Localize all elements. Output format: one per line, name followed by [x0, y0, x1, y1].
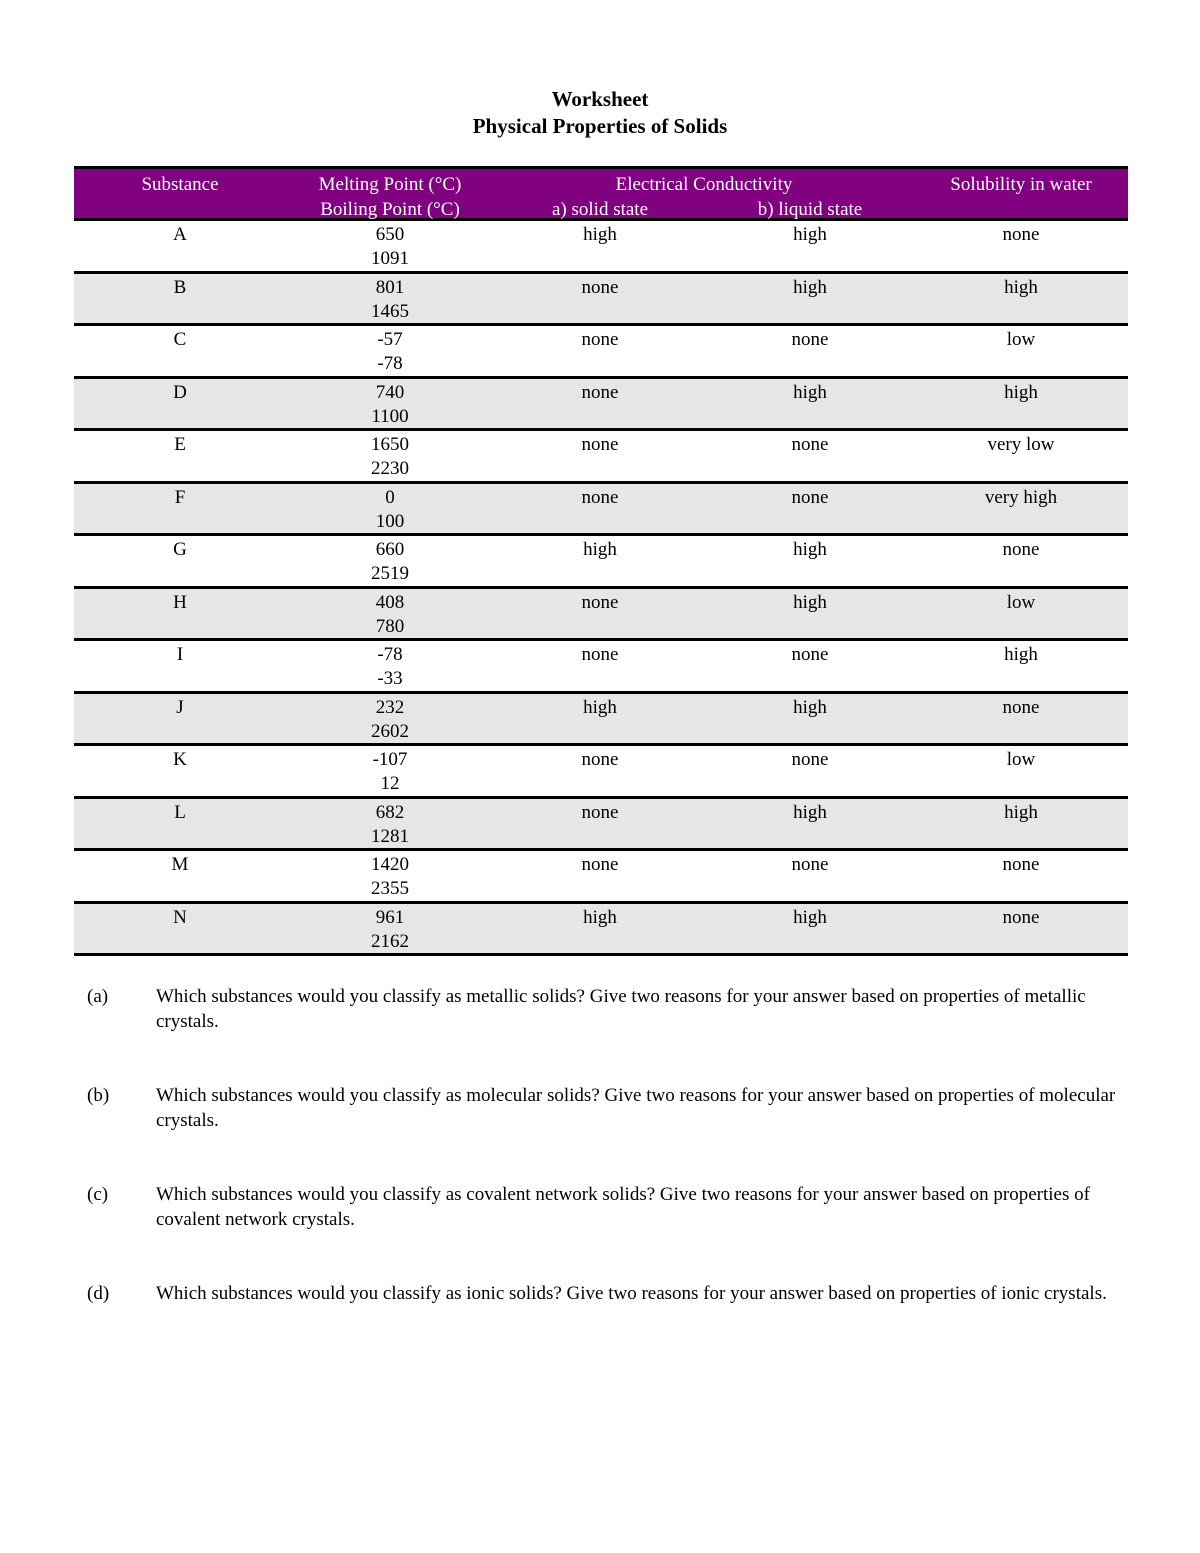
cell-boiling-point: 2162	[371, 930, 409, 952]
cell-solubility: high	[1004, 381, 1038, 403]
question-text: Which substances would you classify as ionic solids? Give two reasons for your answer based on properties of ionic crystals.	[156, 1283, 1107, 1304]
header-melting-point: Melting Point (°C)	[318, 174, 462, 195]
cell-melting-point: 0	[385, 486, 395, 508]
cell-substance: A	[173, 224, 187, 245]
table-body	[74, 221, 1128, 956]
question-text: Which substances would you classify as molecular solids? Give two reasons for your answer based on properties of molecular crystals.	[156, 1085, 1116, 1131]
table-row	[74, 851, 1128, 904]
cell-solubility: high	[1004, 276, 1038, 298]
table-row	[74, 799, 1128, 852]
cell-liquid-conductivity: high	[793, 224, 827, 245]
cell-solubility: high	[1004, 801, 1038, 823]
cell-boiling-point: 1465	[371, 300, 409, 322]
cell-liquid-conductivity: none	[791, 434, 829, 455]
cell-melting-point: 740	[375, 381, 405, 403]
cell-solubility: none	[1002, 539, 1040, 560]
cell-liquid-conductivity: none	[791, 644, 829, 665]
cell-solid-conductivity: none	[581, 591, 619, 613]
cell-boiling-point: 780	[375, 615, 405, 637]
cell-boiling-point: 2519	[371, 563, 409, 584]
table-row	[74, 694, 1128, 747]
cell-solid-conductivity: none	[581, 329, 619, 350]
table-row	[74, 431, 1128, 484]
question-text: Which substances would you classify as metallic solids? Give two reasons for your answer based on properties of metallic crystals.	[156, 986, 1086, 1032]
cell-liquid-conductivity: none	[791, 329, 829, 350]
cell-melting-point: 1650	[371, 434, 409, 455]
cell-liquid-conductivity: none	[791, 854, 829, 875]
header-liquid-state: b) liquid state	[757, 199, 863, 220]
cell-solid-conductivity: none	[581, 644, 619, 665]
cell-substance: B	[173, 276, 187, 298]
cell-boiling-point: -33	[377, 668, 403, 689]
cell-melting-point: 650	[375, 224, 405, 245]
cell-substance: N	[173, 906, 187, 928]
worksheet-title: Worksheet	[551, 87, 649, 111]
cell-substance: K	[173, 749, 187, 770]
table-row	[74, 326, 1128, 379]
cell-solubility: low	[1006, 591, 1036, 613]
cell-substance: F	[174, 486, 186, 508]
table-row	[74, 221, 1128, 274]
table-row	[74, 484, 1128, 537]
cell-solubility: none	[1002, 906, 1040, 928]
cell-solid-conductivity: high	[583, 539, 617, 560]
cell-boiling-point: 1100	[371, 405, 409, 427]
header-solubility: Solubility in water	[950, 174, 1092, 195]
cell-substance: J	[176, 696, 184, 718]
cell-liquid-conductivity: high	[793, 591, 827, 613]
cell-liquid-conductivity: high	[793, 539, 827, 560]
cell-boiling-point: 12	[380, 773, 400, 794]
cell-boiling-point: 100	[375, 510, 405, 532]
cell-melting-point: 1420	[371, 854, 409, 875]
properties-table	[74, 166, 1128, 956]
cell-solid-conductivity: none	[581, 434, 619, 455]
cell-solubility: low	[1006, 329, 1036, 350]
worksheet-subtitle: Physical Properties of Solids	[472, 114, 728, 138]
cell-solubility: low	[1006, 749, 1036, 770]
cell-melting-point: 232	[375, 696, 405, 718]
cell-liquid-conductivity: none	[791, 749, 829, 770]
header-boiling-point: Boiling Point (°C)	[320, 199, 460, 220]
cell-boiling-point: 2355	[371, 878, 409, 899]
cell-boiling-point: -78	[377, 353, 403, 374]
cell-melting-point: -78	[377, 644, 403, 665]
cell-substance: D	[173, 381, 187, 403]
cell-substance: I	[176, 644, 184, 665]
cell-solubility: none	[1002, 224, 1040, 245]
cell-substance: C	[173, 329, 187, 350]
cell-liquid-conductivity: none	[791, 486, 829, 508]
cell-boiling-point: 2230	[371, 458, 409, 479]
question-text: Which substances would you classify as covalent network solids? Give two reasons for your answer based on properties of covalent network crystals.	[156, 1184, 1090, 1230]
table-row	[74, 746, 1128, 799]
header-conductivity: Electrical Conductivity	[615, 174, 793, 195]
table-row	[74, 274, 1128, 327]
cell-melting-point: 961	[375, 906, 405, 928]
cell-solid-conductivity: none	[581, 801, 619, 823]
table-header	[74, 166, 1128, 221]
cell-solid-conductivity: none	[581, 486, 619, 508]
cell-substance: E	[174, 434, 186, 455]
question-label: (a)	[87, 986, 109, 1007]
header-solid-state: a) solid state	[551, 199, 649, 220]
cell-solubility: none	[1002, 696, 1040, 718]
question-label: (d)	[87, 1283, 110, 1304]
cell-solubility: very high	[984, 486, 1058, 508]
cell-solid-conductivity: high	[583, 224, 617, 245]
cell-solid-conductivity: none	[581, 854, 619, 875]
cell-solid-conductivity: none	[581, 276, 619, 298]
cell-boiling-point: 2602	[371, 720, 409, 742]
cell-melting-point: 408	[375, 591, 405, 613]
cell-liquid-conductivity: high	[793, 801, 827, 823]
cell-melting-point: -107	[372, 749, 408, 770]
cell-substance: G	[173, 539, 187, 560]
cell-boiling-point: 1091	[371, 248, 409, 269]
cell-substance: M	[171, 854, 189, 875]
cell-liquid-conductivity: high	[793, 276, 827, 298]
table-row	[74, 379, 1128, 432]
cell-liquid-conductivity: high	[793, 906, 827, 928]
cell-liquid-conductivity: high	[793, 381, 827, 403]
cell-solid-conductivity: high	[583, 696, 617, 718]
cell-melting-point: 660	[375, 539, 405, 560]
cell-liquid-conductivity: high	[793, 696, 827, 718]
cell-boiling-point: 1281	[371, 825, 409, 847]
cell-melting-point: 801	[375, 276, 405, 298]
cell-solid-conductivity: high	[583, 906, 617, 928]
cell-solid-conductivity: none	[581, 749, 619, 770]
table-row	[74, 536, 1128, 589]
cell-substance: H	[173, 591, 187, 613]
cell-solubility: none	[1002, 854, 1040, 875]
question-label: (c)	[87, 1184, 109, 1205]
question-label: (b)	[87, 1085, 110, 1106]
cell-melting-point: -57	[377, 329, 403, 350]
table-row	[74, 641, 1128, 694]
header-substance: Substance	[141, 174, 219, 195]
cell-melting-point: 682	[375, 801, 405, 823]
table-row	[74, 589, 1128, 642]
table-row	[74, 904, 1128, 957]
cell-substance: L	[174, 801, 186, 823]
cell-solubility: high	[1004, 644, 1038, 665]
cell-solubility: very low	[987, 434, 1055, 455]
cell-solid-conductivity: none	[581, 381, 619, 403]
